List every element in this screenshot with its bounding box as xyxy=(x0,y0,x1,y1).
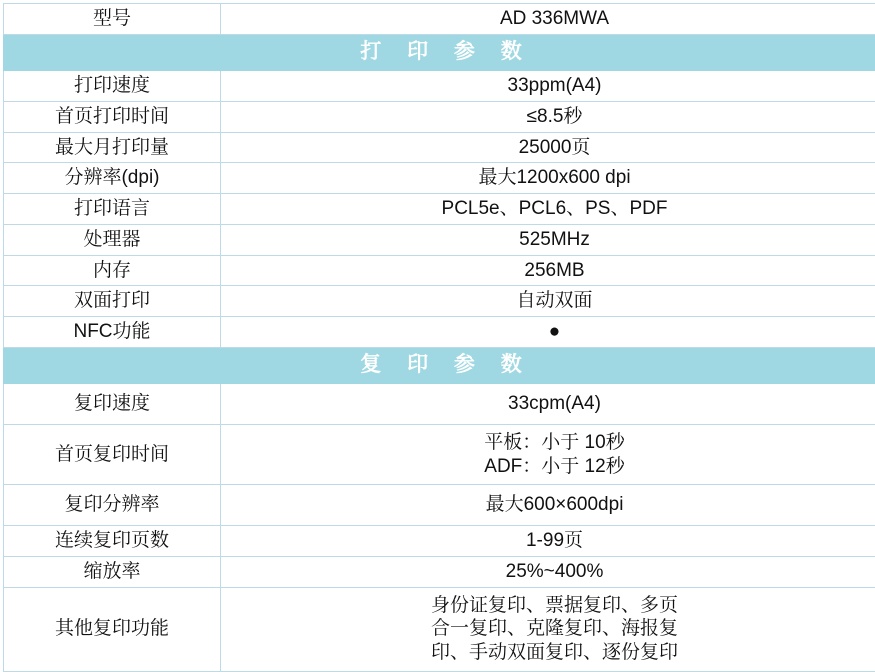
spec-label: 首页复印时间 xyxy=(4,424,221,485)
spec-label: 首页打印时间 xyxy=(4,101,221,132)
spec-value: PCL5e、PCL6、PS、PDF xyxy=(221,194,875,225)
section-header-row xyxy=(4,347,875,383)
section-title: 复 印 参 数 xyxy=(4,347,875,383)
table-row xyxy=(4,526,875,557)
spec-label: 型号 xyxy=(4,4,221,35)
table-body xyxy=(4,4,875,672)
table-row xyxy=(4,194,875,225)
spec-label: 打印速度 xyxy=(4,71,221,102)
specification-table xyxy=(3,3,875,672)
spec-value: 33ppm(A4) xyxy=(221,71,875,102)
spec-value: 身份证复印、票据复印、多页 合一复印、克隆复印、海报复 印、手动双面复印、逐份复印 xyxy=(221,587,875,671)
table-row xyxy=(4,224,875,255)
spec-value: ≤8.5秒 xyxy=(221,101,875,132)
spec-label: 双面打印 xyxy=(4,286,221,317)
spec-value: 525MHz xyxy=(221,224,875,255)
spec-label: 复印速度 xyxy=(4,384,221,425)
spec-value: 256MB xyxy=(221,255,875,286)
spec-label: 处理器 xyxy=(4,224,221,255)
spec-label: 复印分辨率 xyxy=(4,485,221,526)
spec-value: 最大1200x600 dpi xyxy=(221,163,875,194)
table-row xyxy=(4,384,875,425)
spec-value: 25%~400% xyxy=(221,556,875,587)
spec-value: 25000页 xyxy=(221,132,875,163)
spec-label: 缩放率 xyxy=(4,556,221,587)
table-row xyxy=(4,424,875,485)
section-header-row xyxy=(4,34,875,70)
table-row xyxy=(4,101,875,132)
spec-value: 平板：小于 10秒 ADF：小于 12秒 xyxy=(221,424,875,485)
spec-label: 分辨率(dpi) xyxy=(4,163,221,194)
table-row xyxy=(4,587,875,671)
table-row xyxy=(4,255,875,286)
table-row xyxy=(4,132,875,163)
table-row xyxy=(4,4,875,35)
spec-label: 最大月打印量 xyxy=(4,132,221,163)
spec-label: 打印语言 xyxy=(4,194,221,225)
spec-value: 33cpm(A4) xyxy=(221,384,875,425)
table-row xyxy=(4,317,875,348)
spec-value: 最大600×600dpi xyxy=(221,485,875,526)
table-row xyxy=(4,556,875,587)
spec-value: 1-99页 xyxy=(221,526,875,557)
table-row xyxy=(4,71,875,102)
spec-label: 内存 xyxy=(4,255,221,286)
spec-label: 连续复印页数 xyxy=(4,526,221,557)
table-row xyxy=(4,286,875,317)
section-title: 打 印 参 数 xyxy=(4,34,875,70)
spec-value: 自动双面 xyxy=(221,286,875,317)
spec-label: NFC功能 xyxy=(4,317,221,348)
table-row xyxy=(4,485,875,526)
spec-value: AD 336MWA xyxy=(221,4,875,35)
spec-value: ● xyxy=(221,317,875,348)
table-row xyxy=(4,163,875,194)
spec-label: 其他复印功能 xyxy=(4,587,221,671)
